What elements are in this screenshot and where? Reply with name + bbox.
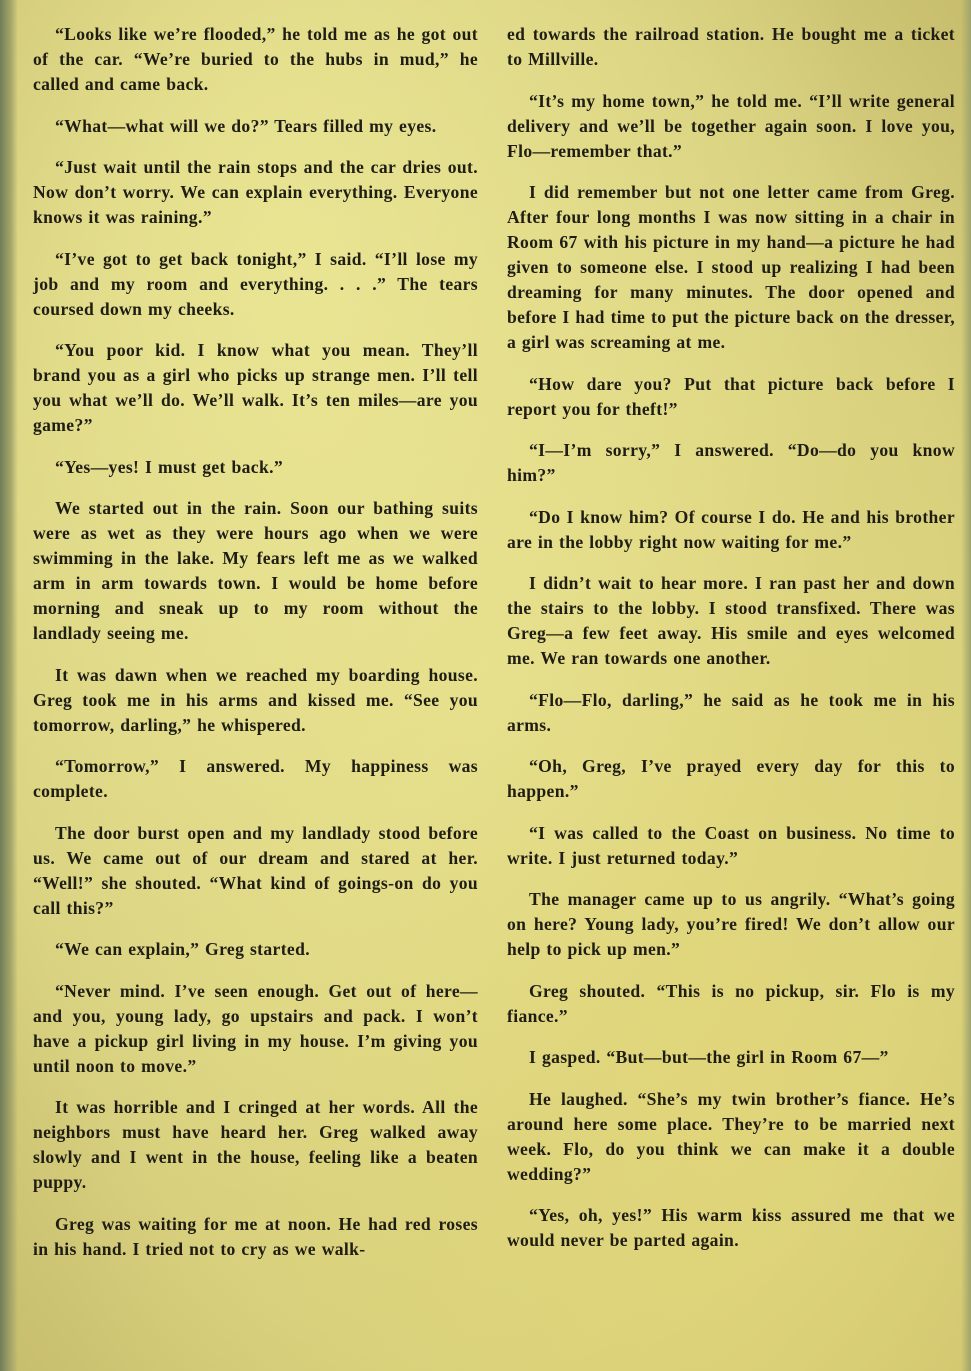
paragraph: “How dare you? Put that picture back before I report you for theft!” <box>507 373 955 419</box>
paragraph: “Yes—yes! I must get back.” <box>55 456 283 477</box>
text-column-left <box>33 22 478 1278</box>
paragraph: It was dawn when we reached my boarding house. Greg took me in his arms and kissed me. “See you tomorrow, darling,” he whispered. <box>33 664 478 735</box>
paragraph: “I was called to the Coast on business. No time to write. I just returned today.” <box>507 822 955 868</box>
paragraph: It was horrible and I cringed at her words. All the neighbors must have heard her. Greg walked away slowly and I went in the house, feeling like a beaten puppy. <box>33 1097 478 1192</box>
paragraph: I did remember but not one letter came from Greg. After four long months I was now sitting in a chair in Room 67 with his picture in my hand—a picture he had given to someone else. I stood up realizing I had been dreaming for many minutes. The door opened and before I had time to put the picture back on the dresser, a girl was screaming at me. <box>507 182 955 352</box>
paragraph: “Oh, Greg, I’ve prayed every day for this to happen.” <box>507 756 955 801</box>
paragraph: I gasped. “But—but—the girl in Room 67—” <box>529 1047 889 1067</box>
paragraph: The manager came up to us angrily. “What’s going on here? Young lady, you’re fired! We don’t allow our help to pick up men.” <box>507 889 955 959</box>
paragraph: Greg shouted. “This is no pickup, sir. Flo is my fiance.” <box>507 980 955 1026</box>
paragraph: “Looks like we’re flooded,” he told me as he got out of the car. “We’re buried to the hubs in mud,” he called and came back. <box>33 24 478 94</box>
paragraph: “Tomorrow,” I answered. My happiness was complete. <box>33 756 478 801</box>
paragraph: We started out in the rain. Soon our bathing suits were as wet as they were hours ago when we were swimming in the lake. My fears left me as we walked arm in arm towards town. I would be home before morning and sneak up to my room without the landlady seeing me. <box>33 498 478 643</box>
paragraph: He laughed. “She’s my twin brother’s fiance. He’s around here some place. They’re to be married next week. Flo, do you think we can make it a double wedding?” <box>507 1088 955 1184</box>
paragraph: I didn’t wait to hear more. I ran past her and down the stairs to the lobby. I stood transfixed. There was Greg—a few feet away. His smile and eyes welcomed me. We ran towards one another. <box>507 573 955 668</box>
paragraph: “Just wait until the rain stops and the car dries out. Now don’t worry. We can explain everything. Everyone knows it was raining.” <box>33 157 478 227</box>
paragraph: “It’s my home town,” he told me. “I’ll write general delivery and we’ll be together again soon. I love you, Flo—remember that.” <box>507 90 955 161</box>
paragraph: “I’ve got to get back tonight,” I said. “I’ll lose my job and my room and everything. . . .” The tears coursed down my cheeks. <box>33 248 478 319</box>
paragraph-continuation: ed towards the railroad station. He bought me a ticket to Millville. <box>507 24 955 69</box>
paragraph: “Yes, oh, yes!” His warm kiss assured me that we would never be parted again. <box>507 1205 955 1250</box>
paragraph: “What—what will we do?” Tears filled my eyes. <box>55 115 437 136</box>
paragraph: “Do I know him? Of course I do. He and his brother are in the lobby right now waiting for me.” <box>507 506 955 552</box>
paragraph: “I—I’m sorry,” I answered. “Do—do you know him?” <box>507 440 955 485</box>
text-column-right <box>507 22 955 1270</box>
paragraph: “We can explain,” Greg started. <box>55 939 310 959</box>
page-edge-shadow-right <box>961 0 971 1371</box>
paragraph: The door burst open and my landlady stood before us. We came out of our dream and stared at her. “Well!” she shouted. “What kind of goings-on do you call this?” <box>33 822 478 918</box>
paragraph: Greg was waiting for me at noon. He had red roses in his hand. I tried not to cry as we walk- <box>33 1213 478 1259</box>
page-edge-shadow <box>0 0 18 1371</box>
paragraph: “Flo—Flo, darling,” he said as he took me in his arms. <box>507 689 955 735</box>
paragraph: “Never mind. I’ve seen enough. Get out of here—and you, young lady, go upstairs and pack. I won’t have a pickup girl living in my house. I’m giving you until noon to move.” <box>33 980 478 1076</box>
paragraph: “You poor kid. I know what you mean. They’ll brand you as a girl who picks up strange men. I’ll tell you what we’ll do. We’ll walk. It’s ten miles—are you game?” <box>33 340 478 435</box>
